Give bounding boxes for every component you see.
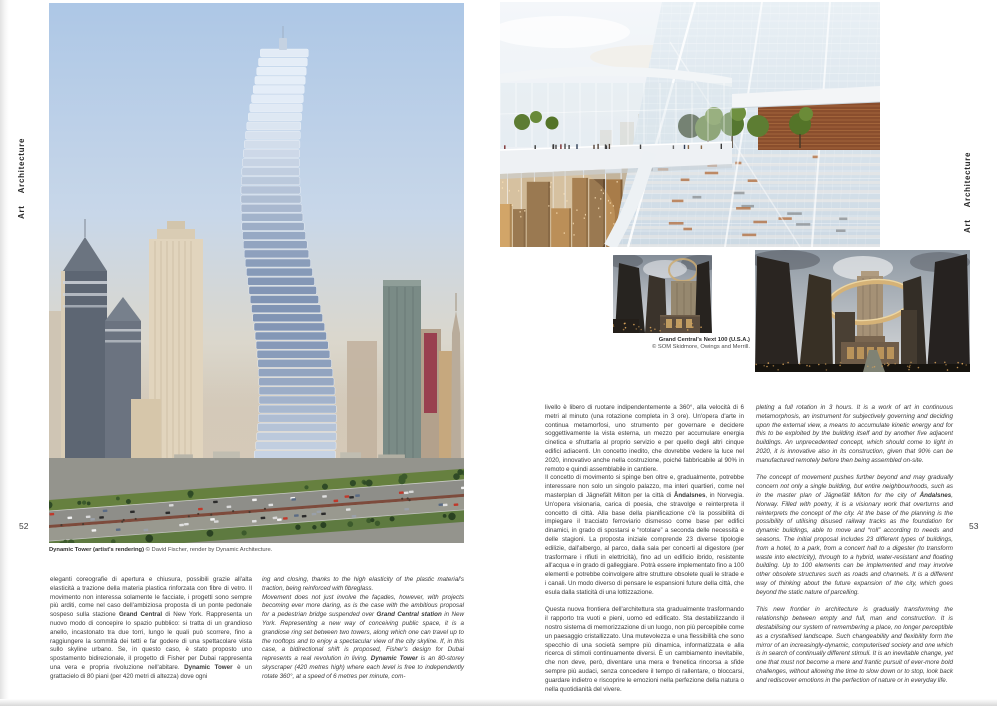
paragraph: Questa nuova frontiera dell'architettura sta gradualmente trasformando il rapporto tra vuoti e pieni, uomo ed edificato. Sta destabilizzando il nostro sistema di memorizzazione di un luogo, non più percepibile come un paesaggio cristallizzato. Una mutevolezza e una flessibilità che sono specchio di una società sempre più dinamica, informatizzata e alla ricerca di stimoli continuamente diversi. È un cambiamento inevitabile, che non deve, però, diventare una mera e frenetica rincorsa a sfide sempre più audaci, senza concedere il tempo di rallentare, o bloccarsi, guardare indietro e riscoprire le emozioni nella perfezione della natura o nella quotidianità del vivere. — [545, 606, 744, 693]
arch-window — [847, 347, 854, 359]
dynamic-tower-caption — [49, 547, 449, 554]
mid-building — [901, 310, 917, 372]
paragraph: The concept of movement pushes further beyond and may gradually concern not only a single building, but entire neighbourhoods, such as in the master plan of Jägnefält Milton for the city of Åndalsnes, Norway. Filled with poetry, it is a visionary work that overturns and reinterprets the concept of the city. At the base of the planning is the possibility of utilising disused railway tracks as the foundation for dynamic buildings, able to move and “roll” according to needs and seasons. The initial proposal includes 23 different types of buildings, from a hotel, to a park, from a concert hall to a digester (to transform waste into electricity), through to a hybrid, water-resistant and floating building. Up to 100 elements can be implemented and may involve other obsolete structures such as roads and channels. It is a different way of thinking about the future expansion of the city, which goes beyond the static nature of parcelling. — [756, 474, 953, 596]
paragraph: Il concetto di movimento si spinge ben oltre e, gradualmente, potrebbe interessare non solo un singolo palazzo, ma interi quartieri, come nel masterplan di Jägnefält Milton per la città di Åndalsnes, in Norvegia. Un'opera visionaria, carica di poesia, che stravolge e reinterpreta il concetto di città. Alla base della pianificazione c'è la possibilità di impiegare il tracciato ferroviario dismesso come base per edifici dinamici, in grado di spostarsi e “rotolare” a seconda delle necessità e delle stagioni. La proposta iniziale comprende 23 diverse tipologie edilizie, dall'albergo, al parco, dalla sala per concerti al digestore (per trasformare i rifiuti in elettricità), fino ad un edificio ibrido, resistente all'acqua e in grado di galleggiare. Potrà essere implementato fino a 100 elementi e potrebbe coinvolgere altre strutture obsolete quali le strade e i canali. Un modo diverso di pensare le espansioni future della città, che esula dalla staticità di una lottizzazione. — [545, 474, 744, 596]
paragraph: ing and closing, thanks to the high elasticity of the plastic material's traction, being reinforced with fibreglass. — [262, 576, 464, 592]
arch-window — [666, 319, 672, 328]
sidebar-right-art-label: Art — [963, 219, 972, 233]
page-number-right: 53 — [969, 521, 979, 531]
grand-central-small-photo-1 — [613, 255, 712, 333]
arch-window — [857, 347, 864, 359]
paragraph: eleganti coreografie di apertura e chiusura, possibili grazie all'alta elasticità a trazione della materia plastica rinforzata con fibre di vetro. Il movimento non interessa solamente le facciate, i progetti sono sempre più arditi, come nel caso dell'ambiziosa proposta di un ponte pedonale sospeso sulla stazione Grand Central di New York. Rappresenta un nuovo modo di concepire lo spazio pubblico: si tratta di un grandioso anello, incastonato tra due torri, lungo le quali può scorrere, fino a raggiungere la sommità dei tetti e far godere di una spettacolare vista sullo skyline urbano. Se, in questo caso, è stato proposto uno spostamento bidirezionale, il progetto di Fisher per Dubai rappresenta una vera e propria rivoluzione nell'abitare. Dynamic Tower è un grattacielo di 80 piani (per 420 metri di altezza) dove ogni — [50, 576, 252, 680]
grand-central-render-canvas — [500, 2, 880, 247]
arch-window — [676, 319, 682, 328]
sidebar-left-art-label: Art — [17, 205, 26, 219]
dynamic-tower-photo-canvas — [49, 3, 464, 543]
caption-rest-part: © David Fischer, render by Dynamic Architecture. — [144, 547, 273, 553]
arch-window — [887, 347, 894, 359]
dark-base — [755, 364, 970, 372]
paragraph: livello è libero di ruotare indipendentemente a 360°, alla velocità di 6 metri al minuto (una rotazione completa in 3 ore). Un'opera d'arte in continua metamorfosi, uno strumento per governare e decidere soggettivamente la vista esterna, un mezzo per accumulare energia cinetica e sfruttarla al proprio servizio e per quello degli altri cinque edifici adiacenti. Un concetto inedito, che dovrebbe vedere la luce nel 2020, innovativo anche nella costruzione, poiché fabbricabile al 90% in remoto e quindi assemblabile in cantiere. — [545, 404, 744, 473]
grand-central-caption-title: Grand Central's Next 100 (U.S.A.) — [658, 337, 750, 343]
dynamic-tower-photo — [49, 3, 464, 543]
left-italian-column — [50, 576, 252, 682]
grand-central-render-photo — [500, 2, 880, 247]
paragraph: This new frontier in architecture is gradually transforming the relationship between empty and full, man and construction. It is destabilising our system of remembering a place, no longer perceptible as a crystallised landscape. Such changeability and flexibility form the mirror of an increasingly-dynamic, computerised society and one which is in search of continually different stimuli. It is an inevitable change, yet one that must not become a mere and frantic pursuit of ever-more bold challenges, without allowing the time to slow down or to stop, look back and rediscover emotions in the perfection of nature or in everyday life. — [756, 606, 953, 684]
small-photo-2-canvas — [755, 250, 970, 372]
grand-central-caption-credit: © SOM Skidmore, Owings and Merrill. — [651, 344, 750, 351]
page-edge-bottom — [0, 699, 997, 706]
right-english-column — [756, 404, 953, 686]
page-edge-left — [0, 0, 9, 706]
arch-window — [686, 319, 692, 328]
paragraph: Movement does not just involve the façades, however, with projects becoming ever more daring, as is the case with the ambitious proposal for a pedestrian bridge suspended over Grand Central station in New York. Representing a new way of conceiving public space, it is a grandiose ring set between two towers, along which one can travel up to the rooftops and to enjoy a spectacular view of the city skyline. If, in this case, a bidirectional shift is proposed, Fisher's design for Dubai represents a real revolution in living. Dynamic Tower is an 80-storey skyscraper (420 metres high) where each level is free to independently rotate 360°, at a speed of 6 metres per minute, com- — [262, 593, 465, 680]
sidebar-left-architecture-label: Architecture — [17, 137, 26, 194]
sidebar-right-architecture-label: Architecture — [963, 151, 972, 208]
small-photo-1-canvas — [613, 255, 712, 333]
sidebar-left-vertical-label — [17, 138, 26, 219]
caption-bold-part: Dynamic Tower (artist's rendering) — [49, 547, 145, 553]
grand-central-small-photo-2 — [755, 250, 970, 372]
dark-base — [613, 319, 639, 333]
grand-central-caption — [613, 337, 750, 352]
paragraph: pleting a full rotation in 3 hours. It is a work of art in continuous metamorphosis, an instrument for subjectively governing and deciding upon the external view, a means to accumulate kinetic energy and for this to be exploited by the building itself and by another five adjacent buildings. An unprecedented concept, which should come to light in 2020, it is innovative also in its construction, given that 90% can be manufactured remotely before then being assembled on-site. — [756, 404, 953, 464]
sidebar-right-vertical-label — [963, 152, 972, 233]
page-number-left: 52 — [19, 521, 29, 531]
right-italian-column — [545, 404, 744, 694]
left-english-column — [262, 576, 464, 682]
facade-pediment — [855, 336, 885, 343]
